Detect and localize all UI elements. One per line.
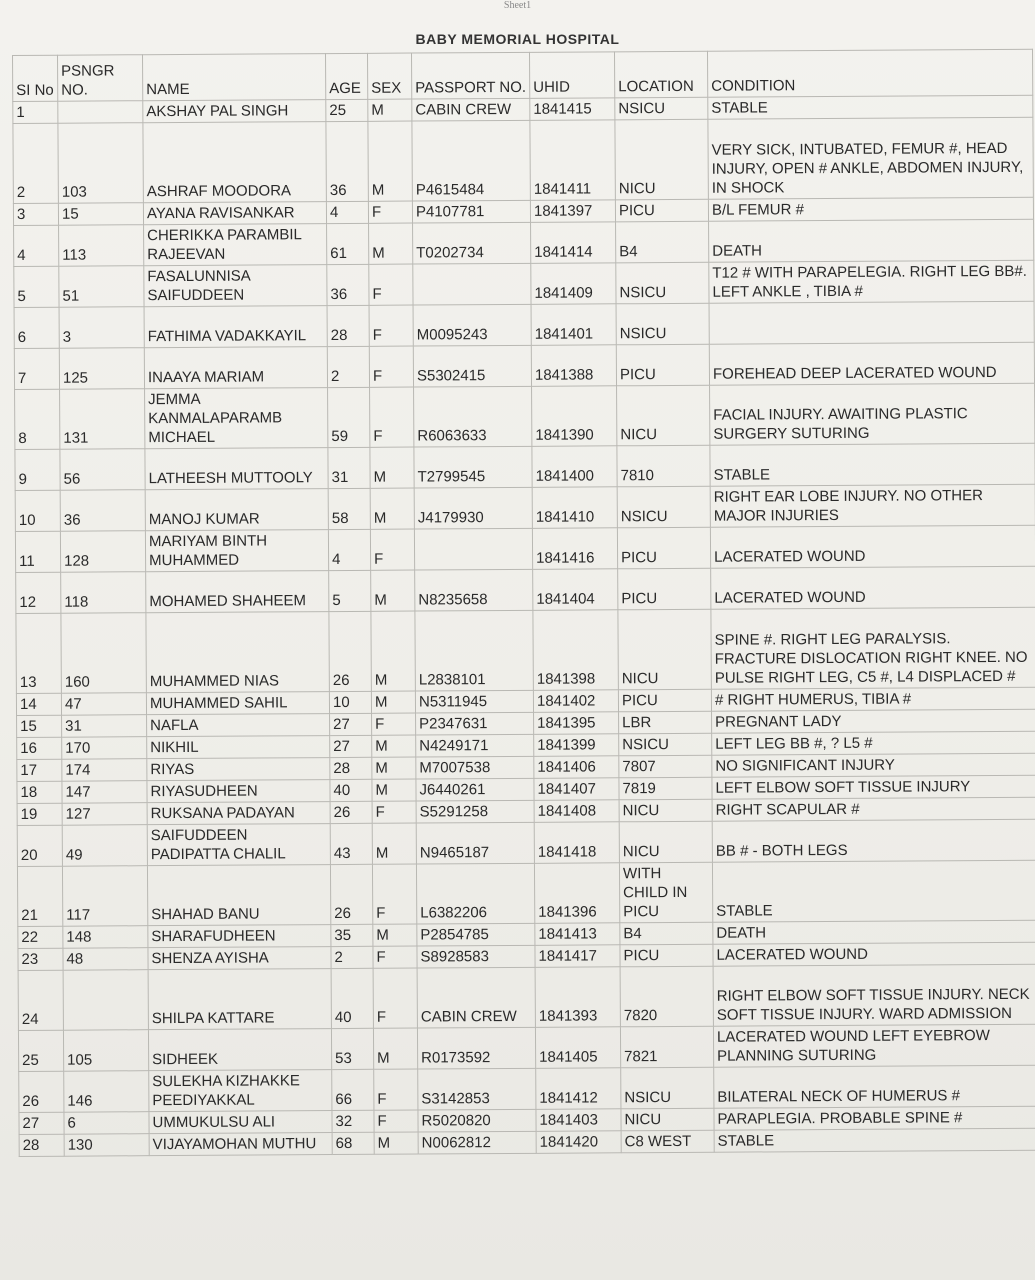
cell-sl-no: 14 [16, 693, 61, 715]
cell-condition: PREGNANT LADY [712, 709, 1035, 733]
cell-sl-no: 3 [13, 203, 58, 225]
cell-passport-no: R5020820 [418, 1109, 536, 1132]
cell-psngr-no: 128 [60, 531, 145, 573]
cell-uhid: 1841390 [532, 386, 617, 447]
cell-sex: M [369, 223, 413, 264]
cell-passport-no: S3142853 [418, 1068, 536, 1110]
table-row [14, 260, 1034, 307]
cell-sex: F [370, 387, 414, 447]
cell-condition: # RIGHT HUMERUS, TIBIA # [711, 687, 1035, 711]
cell-age: 66 [332, 1069, 374, 1110]
cell-name: RIYASUDHEEN [147, 780, 330, 803]
cell-location: NSICU [616, 303, 709, 345]
table-row [13, 117, 1033, 203]
cell-psngr-no: 117 [62, 866, 147, 927]
table-row [18, 1024, 1035, 1071]
cell-sex: F [369, 305, 413, 346]
table-row [16, 566, 1035, 613]
cell-uhid: 1841393 [535, 967, 620, 1028]
cell-name: FATHIMA VADAKKAYIL [144, 306, 327, 348]
cell-age: 26 [330, 864, 372, 924]
cell-sex: F [368, 201, 412, 223]
cell-location: 7807 [619, 755, 712, 778]
cell-name: NIKHIL [147, 736, 330, 759]
cell-psngr-no: 113 [59, 225, 144, 267]
cell-sex: M [371, 611, 415, 691]
cell-sl-no: 4 [14, 225, 59, 266]
cell-location: 7810 [617, 445, 710, 487]
cell-psngr-no: 131 [60, 389, 145, 450]
cell-location: PICU [618, 689, 711, 712]
table-row [15, 383, 1035, 449]
cell-psngr-no [58, 101, 143, 124]
cell-condition: LEFT ELBOW SOFT TISSUE INJURY [712, 775, 1035, 799]
cell-psngr-no: 118 [61, 572, 146, 614]
cell-uhid: 1841412 [536, 1068, 621, 1110]
cell-name: MOHAMED SHAHEEM [146, 571, 329, 613]
table-row [14, 342, 1034, 389]
cell-uhid: 1841408 [534, 800, 619, 823]
cell-age: 4 [326, 201, 368, 223]
cell-condition: LACERATED WOUND LEFT EYEBROW PLANNING SUTURING [713, 1024, 1035, 1067]
cell-age: 36 [326, 121, 368, 201]
cell-uhid: 1841401 [531, 304, 616, 346]
cell-sl-no: 18 [17, 781, 62, 803]
cell-condition [709, 301, 1034, 344]
cell-passport-no [414, 528, 532, 570]
cell-uhid: 1841403 [536, 1109, 621, 1132]
cell-sl-no: 27 [19, 1112, 64, 1134]
cell-sl-no: 20 [17, 825, 62, 866]
cell-passport-no: R0173592 [417, 1027, 535, 1069]
cell-name: INAAYA MARIAM [144, 347, 327, 389]
cell-psngr-no: 130 [64, 1134, 149, 1157]
cell-psngr-no: 48 [63, 948, 148, 971]
cell-uhid: 1841399 [534, 734, 619, 757]
cell-sex: F [372, 713, 416, 735]
cell-uhid: 1841407 [534, 778, 619, 801]
cell-psngr-no: 6 [64, 1112, 149, 1135]
cell-sl-no: 2 [13, 123, 58, 203]
cell-passport-no: J4179930 [414, 487, 532, 529]
cell-age: 27 [330, 735, 372, 757]
cell-condition: T12 # WITH PARAPELEGIA. RIGHT LEG BB#. LEFT ANKLE , TIBIA # [709, 260, 1034, 303]
header-uhid: UHID [529, 52, 614, 99]
table-row [14, 219, 1034, 266]
header-name: NAME [143, 54, 326, 101]
cell-passport-no: CABIN CREW [417, 967, 535, 1028]
cell-sex: F [373, 968, 417, 1028]
cell-uhid: 1841414 [531, 222, 616, 264]
cell-age: 31 [328, 447, 370, 488]
table-row [15, 484, 1035, 531]
cell-uhid: 1841417 [535, 945, 620, 968]
cell-age: 26 [330, 801, 372, 823]
cell-uhid: 1841395 [534, 712, 619, 735]
cell-psngr-no: 3 [59, 307, 144, 349]
cell-sex: M [374, 1132, 418, 1154]
cell-name: SAIFUDDEEN PADIPATTA CHALIL [147, 824, 330, 866]
cell-psngr-no: 170 [62, 737, 147, 760]
cell-psngr-no: 103 [58, 123, 143, 204]
cell-sl-no: 19 [17, 803, 62, 825]
cell-sex: F [369, 264, 413, 305]
cell-uhid: 1841415 [530, 98, 615, 121]
cell-condition: NO SIGNIFICANT INJURY [712, 753, 1035, 777]
cell-sl-no: 1 [13, 101, 58, 123]
cell-condition: LACERATED WOUND [711, 566, 1035, 609]
cell-name: SULEKHA KIZHAKKE PEEDIYAKKAL [149, 1070, 332, 1112]
cell-condition: LACERATED WOUND [713, 942, 1035, 966]
cell-passport-no: S8928583 [417, 945, 535, 968]
cell-name: RUKSANA PADAYAN [147, 802, 330, 825]
cell-condition: STABLE [712, 860, 1035, 922]
cell-location: PICU [616, 344, 709, 386]
cell-sl-no: 8 [15, 389, 60, 449]
cell-sex: F [370, 529, 414, 570]
cell-age: 2 [331, 946, 373, 968]
cell-passport-no: N9465187 [416, 822, 534, 864]
table-row [18, 964, 1035, 1030]
header-age: AGE [325, 53, 367, 99]
cell-passport-no: N4249171 [416, 734, 534, 757]
cell-location: 7821 [620, 1026, 713, 1068]
cell-location: NICU [619, 821, 712, 863]
table-body [13, 95, 1035, 1156]
cell-name: SHAHAD BANU [147, 865, 330, 926]
cell-name: VIJAYAMOHAN MUTHU [149, 1133, 332, 1156]
cell-location: NICU [618, 609, 711, 690]
cell-sl-no: 23 [18, 948, 63, 970]
cell-age: 59 [328, 387, 370, 447]
cell-condition: RIGHT EAR LOBE INJURY. NO OTHER MAJOR INJURIES [710, 484, 1035, 527]
cell-sl-no: 5 [14, 266, 59, 307]
cell-sl-no: 17 [17, 759, 62, 781]
document-title: BABY MEMORIAL HOSPITAL [415, 31, 620, 47]
cell-age: 53 [331, 1028, 373, 1069]
cell-psngr-no: 174 [62, 759, 147, 782]
cell-condition: DEATH [713, 920, 1035, 944]
cell-sex: M [372, 779, 416, 801]
header-condition: CONDITION [707, 49, 1032, 97]
cell-passport-no [413, 263, 531, 305]
cell-psngr-no: 160 [61, 613, 146, 694]
cell-sl-no: 7 [14, 348, 59, 389]
cell-uhid: 1841402 [533, 690, 618, 713]
cell-location: NICU [619, 799, 712, 822]
header-sl-no: SI No [13, 55, 58, 101]
cell-passport-no: P2347631 [416, 712, 534, 735]
cell-passport-no: CABIN CREW [412, 98, 530, 121]
cell-sl-no: 21 [17, 866, 62, 926]
cell-location: NSICU [617, 486, 710, 528]
cell-age: 2 [327, 346, 369, 387]
cell-location: WITH CHILD IN PICU [619, 862, 712, 923]
cell-uhid: 1841411 [530, 120, 615, 201]
cell-location: 7819 [619, 777, 712, 800]
cell-name: JEMMA KANMALAPARAMB MICHAEL [145, 388, 328, 449]
cell-condition: STABLE [710, 443, 1035, 486]
cell-sl-no: 26 [19, 1071, 64, 1112]
cell-location: NICU [615, 119, 708, 200]
cell-uhid: 1841405 [535, 1027, 620, 1069]
cell-passport-no: J6440261 [416, 778, 534, 801]
cell-psngr-no: 36 [60, 490, 145, 532]
cell-name: RIYAS [147, 758, 330, 781]
cell-location: PICU [617, 527, 710, 569]
cell-sex: M [373, 924, 417, 946]
cell-location: NSICU [616, 262, 709, 304]
cell-location: PICU [620, 944, 713, 967]
cell-uhid: 1841397 [530, 200, 615, 223]
header-location: LOCATION [614, 51, 707, 98]
cell-psngr-no: 15 [58, 203, 143, 226]
cell-age: 58 [328, 488, 370, 529]
cell-name: SHARAFUDHEEN [148, 925, 331, 948]
cell-sl-no: 12 [16, 572, 61, 613]
cell-name: CHERIKKA PARAMBIL RAJEEVAN [144, 224, 327, 266]
cell-sl-no: 10 [15, 490, 60, 531]
cell-condition: STABLE [714, 1128, 1035, 1152]
cell-passport-no: S5302415 [413, 345, 531, 387]
cell-sex: F [374, 1069, 418, 1110]
header-psngr-no: PSNGR NO. [58, 55, 143, 102]
cell-condition: VERY SICK, INTUBATED, FEMUR #, HEAD INJURY, OPEN # ANKLE, ABDOMEN INJURY, IN SHOCK [708, 117, 1033, 199]
cell-sl-no: 13 [16, 613, 61, 693]
cell-psngr-no: 146 [64, 1071, 149, 1113]
cell-name: AYANA RAVISANKAR [143, 202, 326, 225]
cell-condition: SPINE #. RIGHT LEG PARALYSIS. FRACTURE DISLOCATION RIGHT KNEE. NO PULSE RIGHT LEG, C5 #, L4 DISPLACED # [711, 607, 1035, 689]
cell-name: MUHAMMED SAHIL [146, 692, 329, 715]
cell-psngr-no: 127 [62, 803, 147, 826]
cell-condition: STABLE [708, 95, 1033, 119]
cell-location: NSICU [619, 733, 712, 756]
cell-age: 40 [331, 968, 373, 1028]
cell-passport-no: S5291258 [416, 800, 534, 823]
cell-condition: BB # - BOTH LEGS [712, 819, 1035, 862]
cell-sex: M [368, 121, 412, 201]
cell-passport-no: T0202734 [413, 222, 531, 264]
table-row [17, 819, 1035, 866]
cell-sl-no: 28 [19, 1134, 64, 1156]
cell-sex: F [373, 946, 417, 968]
cell-condition: LEFT LEG BB #, ? L5 # [712, 731, 1035, 755]
cell-condition: FACIAL INJURY. AWAITING PLASTIC SURGERY SUTURING [710, 383, 1035, 445]
table-row [16, 607, 1035, 693]
table-row [15, 443, 1035, 490]
cell-uhid: 1841388 [531, 345, 616, 387]
table-row [15, 525, 1035, 572]
cell-passport-no: L6382206 [416, 863, 534, 924]
cell-sl-no: 15 [17, 715, 62, 737]
cell-passport-no: M7007538 [416, 756, 534, 779]
cell-sex: F [372, 801, 416, 823]
cell-passport-no: M0095243 [413, 304, 531, 346]
patient-table [12, 49, 1035, 1157]
cell-psngr-no: 147 [62, 781, 147, 804]
cell-location: C8 WEST [621, 1130, 714, 1153]
cell-uhid: 1841406 [534, 756, 619, 779]
cell-name: MARIYAM BINTH MUHAMMED [145, 530, 328, 572]
cell-psngr-no: 51 [59, 266, 144, 308]
cell-sex: F [369, 346, 413, 387]
cell-age: 5 [329, 570, 371, 611]
cell-location: NSICU [615, 97, 708, 120]
cell-location: B4 [620, 922, 713, 945]
cell-location: 7820 [620, 966, 713, 1027]
cell-name: ASHRAF MOODORA [143, 122, 326, 203]
cell-age: 4 [328, 529, 370, 570]
cell-psngr-no: 49 [62, 825, 147, 867]
cell-sex: M [371, 691, 415, 713]
cell-sex: M [372, 735, 416, 757]
cell-sex: F [372, 864, 416, 924]
cell-uhid: 1841410 [532, 487, 617, 529]
cell-psngr-no: 125 [59, 348, 144, 390]
table-row [17, 860, 1035, 926]
cell-sex: M [370, 488, 414, 529]
cell-uhid: 1841398 [533, 610, 618, 691]
cell-age: 32 [332, 1110, 374, 1132]
table-row [19, 1065, 1035, 1112]
cell-name: FASALUNNISA SAIFUDDEEN [144, 265, 327, 307]
cell-location: NICU [621, 1108, 714, 1131]
cell-sex: M [373, 1028, 417, 1069]
cell-location: LBR [619, 711, 712, 734]
cell-name: MUHAMMED NIAS [146, 612, 329, 693]
cell-sl-no: 25 [18, 1030, 63, 1071]
cell-psngr-no: 31 [62, 715, 147, 738]
cell-passport-no: T2799545 [414, 446, 532, 488]
cell-age: 27 [330, 713, 372, 735]
cell-sl-no: 22 [18, 926, 63, 948]
sheet-label: Sheet1 [503, 0, 532, 11]
header-sex: SEX [367, 53, 411, 99]
cell-uhid: 1841396 [534, 863, 619, 924]
cell-sex: M [370, 447, 414, 488]
cell-uhid: 1841420 [536, 1131, 621, 1154]
cell-age: 35 [331, 924, 373, 946]
cell-psngr-no: 47 [61, 693, 146, 716]
cell-name: SHILPA KATTARE [148, 969, 331, 1030]
cell-age: 28 [327, 305, 369, 346]
cell-uhid: 1841400 [532, 446, 617, 488]
cell-sl-no: 11 [15, 531, 60, 572]
cell-name: LATHEESH MUTTOOLY [145, 448, 328, 490]
cell-uhid: 1841413 [535, 923, 620, 946]
cell-name: UMMUKULSU ALI [149, 1111, 332, 1134]
cell-uhid: 1841416 [532, 528, 617, 570]
cell-sex: M [372, 757, 416, 779]
cell-location: PICU [618, 568, 711, 610]
cell-condition: RIGHT SCAPULAR # [712, 797, 1035, 821]
cell-psngr-no: 105 [63, 1030, 148, 1072]
cell-uhid: 1841409 [531, 263, 616, 305]
cell-passport-no: N5311945 [415, 690, 533, 713]
cell-passport-no: N0062812 [418, 1131, 536, 1154]
table-row [14, 301, 1034, 348]
cell-name: SIDHEEK [148, 1029, 331, 1071]
cell-location: PICU [615, 199, 708, 222]
cell-sex: F [374, 1110, 418, 1132]
cell-passport-no: R6063633 [414, 386, 532, 447]
cell-passport-no: P2854785 [417, 923, 535, 946]
cell-age: 25 [326, 99, 368, 121]
cell-passport-no: P4615484 [412, 120, 530, 201]
cell-age: 61 [327, 223, 369, 264]
cell-sl-no: 16 [17, 737, 62, 759]
cell-age: 28 [330, 757, 372, 779]
cell-psngr-no: 148 [63, 926, 148, 949]
cell-name: NAFLA [147, 714, 330, 737]
cell-location: NICU [617, 385, 710, 446]
cell-sex: M [371, 570, 415, 611]
cell-age: 26 [329, 611, 371, 691]
cell-name: MANOJ KUMAR [145, 489, 328, 531]
cell-location: NSICU [621, 1067, 714, 1109]
cell-location: B4 [616, 221, 709, 263]
cell-condition: BILATERAL NECK OF HUMERUS # [714, 1065, 1035, 1108]
table-header-row [13, 49, 1033, 101]
cell-psngr-no: 56 [60, 449, 145, 491]
cell-uhid: 1841404 [533, 569, 618, 611]
cell-sex: M [372, 823, 416, 864]
cell-condition: FOREHEAD DEEP LACERATED WOUND [709, 342, 1034, 385]
cell-age: 10 [329, 691, 371, 713]
cell-name: SHENZA AYISHA [148, 947, 331, 970]
cell-sl-no: 6 [14, 307, 59, 348]
header-passport-no: PASSPORT NO. [411, 52, 529, 99]
cell-age: 40 [330, 779, 372, 801]
cell-passport-no: N8235658 [415, 569, 533, 611]
cell-sex: M [368, 99, 412, 121]
cell-uhid: 1841418 [534, 822, 619, 864]
cell-name: AKSHAY PAL SINGH [143, 100, 326, 123]
cell-condition: PARAPLEGIA. PROBABLE SPINE # [714, 1106, 1035, 1130]
cell-passport-no: P4107781 [412, 200, 530, 223]
cell-age: 68 [332, 1132, 374, 1154]
cell-passport-no: L2838101 [415, 610, 533, 691]
cell-sl-no: 9 [15, 449, 60, 490]
cell-condition: RIGHT ELBOW SOFT TISSUE INJURY. NECK SOFT TISSUE INJURY. WARD ADMISSION [713, 964, 1035, 1026]
cell-sl-no: 24 [18, 970, 63, 1030]
cell-condition: B/L FEMUR # [708, 197, 1033, 221]
cell-condition: DEATH [709, 219, 1034, 262]
cell-age: 43 [330, 823, 372, 864]
cell-condition: LACERATED WOUND [710, 525, 1035, 568]
cell-psngr-no [63, 970, 148, 1031]
cell-age: 36 [327, 264, 369, 305]
